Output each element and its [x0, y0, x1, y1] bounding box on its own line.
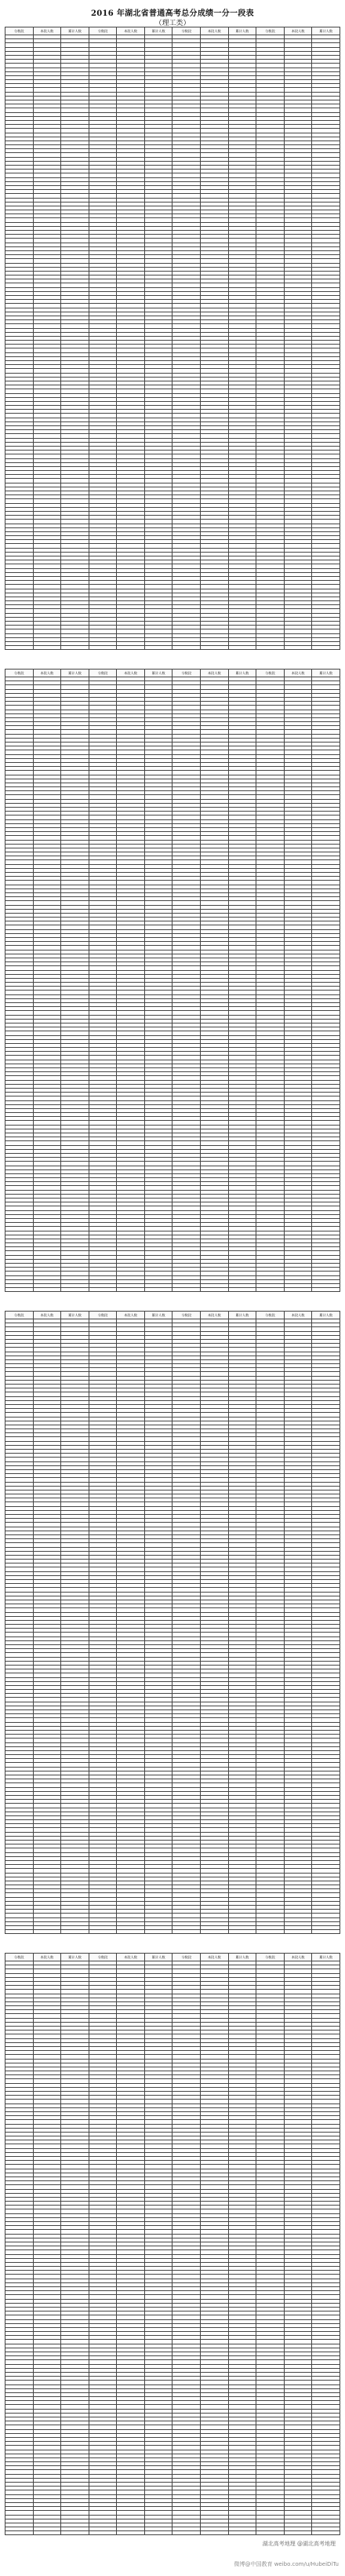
- table-cell: [33, 1288, 61, 1292]
- table-cell: [5, 646, 34, 650]
- column-header: 累计人数: [228, 27, 256, 35]
- table-cell: [312, 646, 340, 650]
- column-header: 累计人数: [312, 1312, 340, 1319]
- table-cell: [201, 646, 229, 650]
- page-title: 2016 年湖北省普通高考总分成绩一分一段表: [91, 9, 254, 18]
- table-row: [5, 1288, 340, 1292]
- table-cell: [172, 1288, 201, 1292]
- column-header: 分数段: [89, 27, 117, 35]
- table-cell: [172, 646, 201, 650]
- column-header: 分数段: [256, 1312, 285, 1319]
- table-cell: [312, 1288, 340, 1292]
- column-header: 累计人数: [61, 27, 89, 35]
- table-cell: [117, 646, 145, 650]
- table-cell: [228, 1288, 256, 1292]
- table-row: [5, 646, 340, 650]
- column-header: 分数段: [172, 27, 201, 35]
- score-table-block: [5, 1311, 340, 1934]
- table-cell: [144, 646, 172, 650]
- column-header: 本段人数: [117, 670, 145, 677]
- score-table: [5, 27, 340, 650]
- table-cell: [201, 1288, 229, 1292]
- column-header: 分数段: [172, 1312, 201, 1319]
- score-table-block: [5, 669, 340, 1292]
- table-cell: [284, 1288, 312, 1292]
- column-header: 累计人数: [144, 670, 172, 677]
- column-header: 本段人数: [201, 1312, 229, 1319]
- table-cell: [33, 646, 61, 650]
- score-table-block: [5, 27, 340, 650]
- column-header: 累计人数: [228, 670, 256, 677]
- column-header: 分数段: [89, 1312, 117, 1319]
- column-header: 分数段: [5, 670, 34, 677]
- score-table: [5, 669, 340, 1292]
- column-header: 累计人数: [144, 27, 172, 35]
- column-header: 本段人数: [33, 27, 61, 35]
- column-header: 分数段: [172, 670, 201, 677]
- table-cell: [228, 646, 256, 650]
- column-header: 分数段: [256, 670, 285, 677]
- table-cell: [144, 1288, 172, 1292]
- column-header: 本段人数: [284, 670, 312, 677]
- table-cell: [256, 646, 285, 650]
- column-header: 本段人数: [33, 1312, 61, 1319]
- table-cell: [89, 646, 117, 650]
- column-header: 累计人数: [61, 670, 89, 677]
- table-cell: [61, 1288, 89, 1292]
- column-header: 分数段: [5, 27, 34, 35]
- score-table: [5, 1311, 340, 1934]
- column-header: 本段人数: [117, 27, 145, 35]
- column-header: 累计人数: [144, 1312, 172, 1319]
- page-subtitle: （理工类）: [154, 20, 191, 27]
- column-header: 累计人数: [312, 670, 340, 677]
- column-header: 分数段: [256, 27, 285, 35]
- table-cell: [284, 646, 312, 650]
- column-header: 累计人数: [228, 1312, 256, 1319]
- table-cell: [117, 1288, 145, 1292]
- column-header: 本段人数: [117, 1312, 145, 1319]
- column-header: 累计人数: [61, 1312, 89, 1319]
- table-cell: [256, 1288, 285, 1292]
- column-header: 分数段: [89, 670, 117, 677]
- column-header: 本段人数: [201, 670, 229, 677]
- column-header: 本段人数: [284, 27, 312, 35]
- column-header: 分数段: [5, 1312, 34, 1319]
- column-header: 本段人数: [33, 670, 61, 677]
- column-header: 本段人数: [201, 27, 229, 35]
- table-cell: [89, 1288, 117, 1292]
- column-header: 累计人数: [312, 27, 340, 35]
- table-cell: [61, 646, 89, 650]
- column-header: 本段人数: [284, 1312, 312, 1319]
- table-cell: [5, 1288, 34, 1292]
